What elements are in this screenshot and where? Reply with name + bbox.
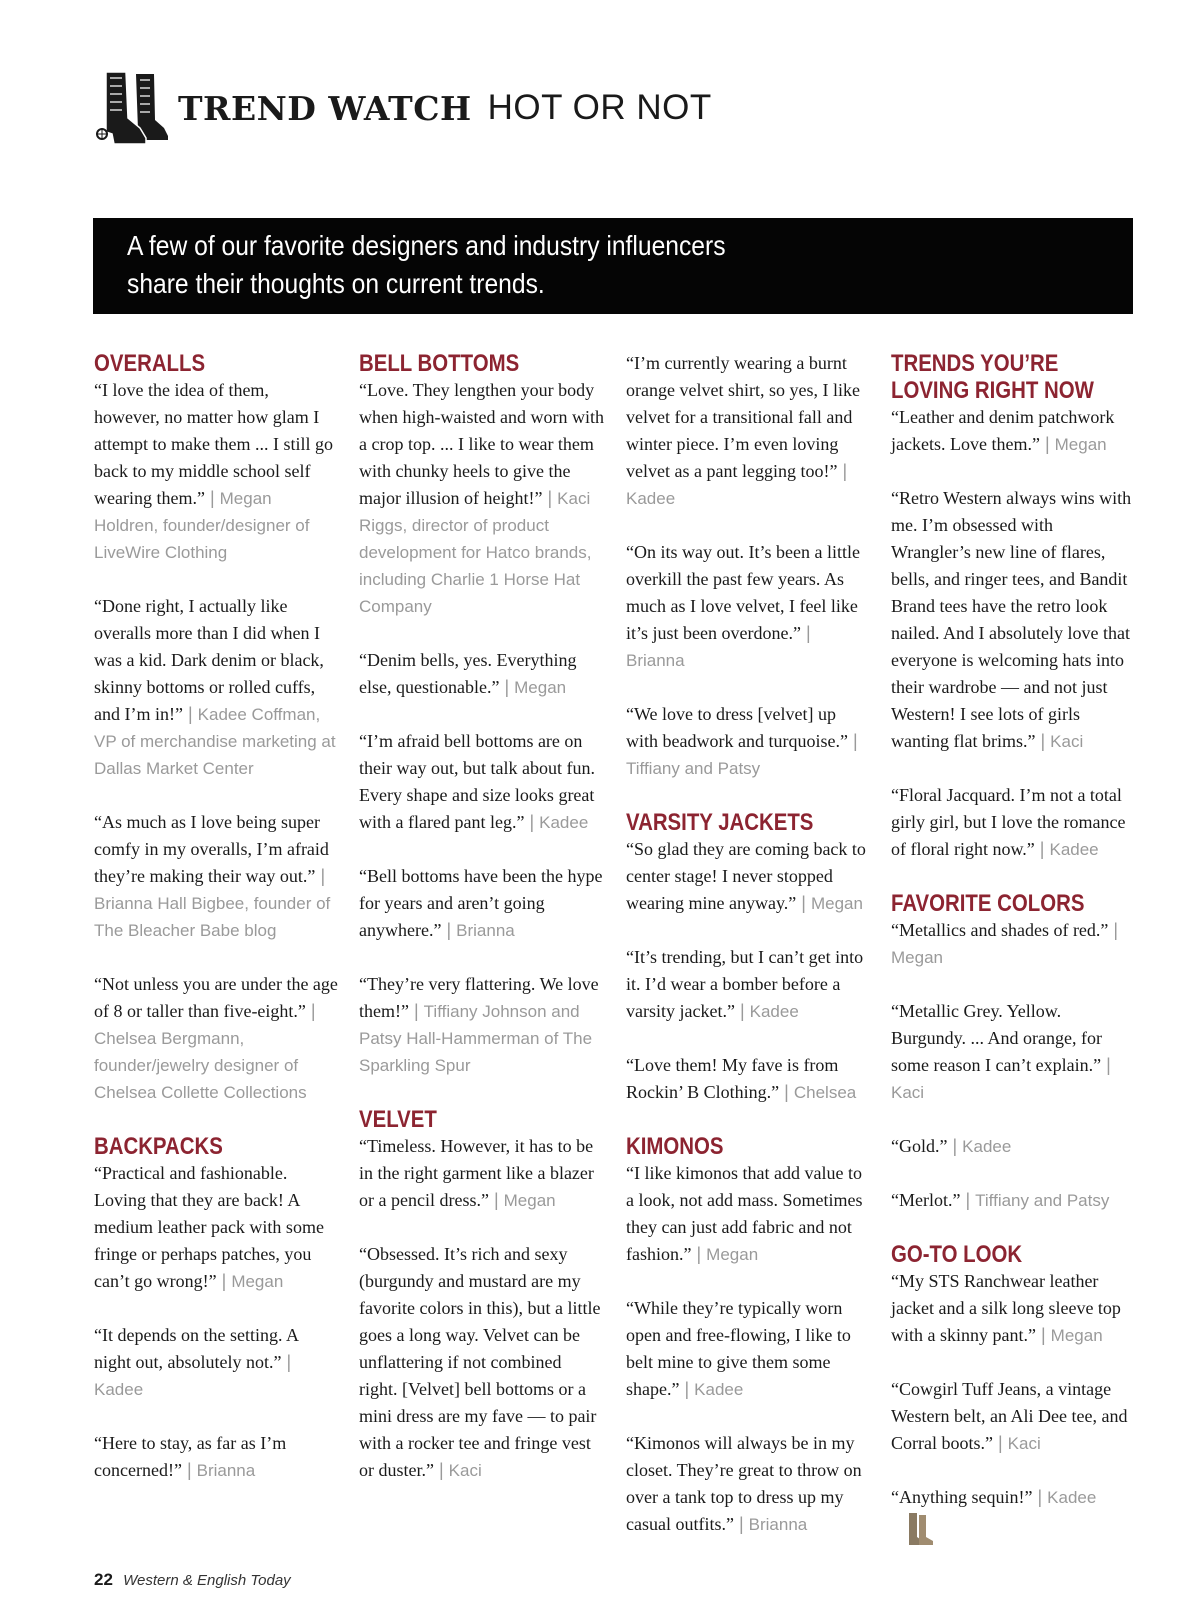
quote	[359, 728, 604, 836]
quote	[891, 1376, 1136, 1457]
section-heading: VELVET	[359, 1106, 437, 1133]
quote	[359, 1133, 604, 1214]
quote	[626, 1430, 871, 1538]
quote-attribution: Kadee	[1047, 1488, 1097, 1507]
attribution-separator: |	[216, 1271, 232, 1291]
quote	[626, 1160, 871, 1268]
quote-text: “Metallic Grey. Yellow. Burgundy. ... And orange, for some reason I can’t explain.”	[891, 1001, 1102, 1075]
attribution-separator: |	[734, 1001, 750, 1021]
quote	[626, 1052, 871, 1106]
quote	[626, 539, 871, 674]
quote-text: “Done right, I actually like overalls more than I did when I was a kid. Dark denim or black, skinny bottoms or rolled cuffs, and I’m in!”	[94, 596, 324, 724]
section-heading: BACKPACKS	[94, 1133, 223, 1160]
quote	[359, 1241, 604, 1484]
quote-attribution: Megan	[514, 678, 567, 697]
quote-attribution: Tiffiany and Patsy	[626, 759, 761, 778]
attribution-separator: |	[182, 704, 198, 724]
quote-text: “Love them! My fave is from Rockin’ B Clothing.”	[626, 1055, 839, 1102]
banner-line-1: A few of our favorite designers and industry influencers	[127, 230, 726, 261]
quote-text: “I love the idea of them, however, no matter how glam I attempt to make them ... I still go back to my middle school self wearing them.”	[94, 380, 333, 508]
quote	[626, 836, 871, 917]
attribution-separator: |	[408, 1001, 424, 1021]
column-1	[94, 350, 339, 1511]
attribution-separator: |	[947, 1136, 963, 1156]
quote	[94, 593, 339, 782]
attribution-separator: |	[992, 1433, 1008, 1453]
quote-attribution: Kadee	[626, 489, 676, 508]
attribution-separator: |	[837, 461, 848, 481]
quote-attribution: Megan	[503, 1191, 556, 1210]
quote-text: “Love. They lengthen your body when high-waisted and worn with a crop top. ... I like to wear them with chunky heels to give the major illusion of height!”	[359, 380, 604, 508]
quote-text: “I’m afraid bell bottoms are on their way out, but talk about fun. Every shape and size looks great with a flared pant leg.”	[359, 731, 595, 832]
page-subtitle: HOT OR NOT	[487, 88, 712, 127]
quote-attribution: Megan	[891, 948, 943, 967]
column-4	[891, 350, 1136, 1574]
quote-attribution: Kaci	[891, 1083, 925, 1102]
banner-line-2: share their thoughts on current trends.	[127, 268, 545, 299]
quote-attribution: Brianna	[456, 921, 515, 940]
quote-text: “Timeless. However, it has to be in the right garment like a blazer or a pencil dress.”	[359, 1136, 594, 1210]
quote	[891, 998, 1136, 1106]
page-number: 22	[94, 1570, 113, 1589]
quote	[359, 971, 604, 1079]
attribution-separator: |	[1039, 434, 1055, 454]
quote	[359, 863, 604, 944]
section-heading: BELL BOTTOMS	[359, 350, 520, 377]
attribution-separator: |	[1108, 920, 1119, 940]
quote-text: “Bell bottoms have been the hype for years and aren’t going anywhere.”	[359, 866, 603, 940]
attribution-separator: |	[281, 1352, 292, 1372]
quote-text: “On its way out. It’s been a little overkill the past few years. As much as I love velvet, I feel like it’s just been overdone.”	[626, 542, 860, 643]
quote-attribution: Brianna	[626, 651, 685, 670]
quote-attribution: Kadee	[962, 1137, 1012, 1156]
cowboy-boots-icon	[92, 68, 172, 148]
quote-text: “I’m currently wearing a burnt orange velvet shirt, so yes, I like velvet for a transitional fall and winter piece. I’m even loving velvet as a pant legging too!”	[626, 353, 860, 481]
quote-attribution: Chelsea	[793, 1083, 857, 1102]
quote	[891, 1133, 1136, 1160]
small-boots-icon	[901, 1511, 937, 1547]
quote-attribution: Megan	[706, 1245, 759, 1264]
quote-text: “Cowgirl Tuff Jeans, a vintage Western belt, an Ali Dee tee, and Corral boots.”	[891, 1379, 1128, 1453]
attribution-separator: |	[1034, 839, 1050, 859]
quote-attribution: Brianna	[748, 1515, 808, 1534]
quote	[626, 1295, 871, 1403]
publication-name: Western & English Today	[123, 1572, 291, 1589]
attribution-separator: |	[796, 893, 811, 913]
quote-text: “They’re very flattering. We love them!”	[359, 974, 599, 1021]
quote-attribution: Kaci	[448, 1461, 482, 1480]
quote-text: “Denim bells, yes. Everything else, questionable.”	[359, 650, 577, 697]
section-heading: OVERALLS	[94, 350, 206, 377]
section-heading: VARSITY JACKETS	[626, 809, 814, 836]
page-footer	[94, 1570, 291, 1590]
quote-attribution: Kadee	[694, 1380, 744, 1399]
attribution-separator: |	[524, 812, 540, 832]
quote-attribution: Kaci	[1007, 1434, 1041, 1453]
intro-banner	[93, 218, 1133, 314]
attribution-separator: |	[1101, 1055, 1111, 1075]
quote	[359, 377, 604, 620]
quote	[626, 701, 871, 782]
quote-attribution: Chelsea Bergmann, founder/jewelry designer of Chelsea Collette Collections	[94, 1029, 307, 1102]
attribution-separator: |	[204, 488, 220, 508]
quote-text: “Anything sequin!”	[891, 1487, 1033, 1507]
quote	[359, 647, 604, 701]
attribution-separator: |	[1035, 1325, 1051, 1345]
quote-text: “Gold.”	[891, 1136, 948, 1156]
quote-text: “We love to dress [velvet] up with beadwork and turquoise.”	[626, 704, 848, 751]
attribution-separator: |	[1035, 731, 1051, 751]
quote-text: “Merlot.”	[891, 1190, 961, 1210]
quote-text: “As much as I love being super comfy in my overalls, I’m afraid they’re making their way out.”	[94, 812, 329, 886]
quote	[626, 350, 871, 512]
quote-attribution: Megan	[231, 1272, 284, 1291]
quote	[891, 1187, 1136, 1214]
quote	[891, 1484, 1136, 1547]
attribution-separator: |	[779, 1082, 794, 1102]
quote-attribution: Kaci	[1050, 732, 1084, 751]
attribution-separator: |	[181, 1460, 197, 1480]
quote-text: “Here to stay, as far as I’m concerned!”	[94, 1433, 287, 1480]
quote	[94, 1430, 339, 1484]
quote-attribution: Megan	[1054, 435, 1107, 454]
quote	[94, 1160, 339, 1295]
page-title: TREND WATCH	[178, 88, 472, 128]
quote	[891, 917, 1136, 971]
attribution-separator: |	[499, 677, 515, 697]
quote-text: “While they’re typically worn open and free-flowing, I like to belt mine to give them some shape.”	[626, 1298, 851, 1399]
quote-text: “Retro Western always wins with me. I’m obsessed with Wrangler’s new line of flares, bells, and ringer tees, and Bandit Brand tees have the retro look nailed. And I absolutely love that everyone is welcoming hats into their wardrobe — and not just Western! I see lots of girls wanting flat brims.”	[891, 488, 1132, 751]
section-heading: TRENDS YOU’RE	[891, 350, 1059, 377]
section-heading: FAVORITE COLORS	[891, 890, 1085, 917]
quote	[891, 1268, 1136, 1349]
quote-attribution: Brianna Hall Bigbee, founder of The Bleacher Babe blog	[94, 894, 331, 940]
page-header	[92, 68, 712, 148]
attribution-separator: |	[691, 1244, 707, 1264]
quote-text: “Kimonos will always be in my closet. They’re great to throw on over a tank top to dress up my casual outfits.”	[626, 1433, 862, 1534]
article-columns	[0, 350, 1200, 1534]
quote-attribution: Kadee	[94, 1380, 144, 1399]
quote-attribution: Tiffiany Johnson and Patsy Hall-Hammerman of The Sparkling Spur	[359, 1002, 593, 1075]
section-heading: LOVING RIGHT NOW	[891, 377, 1094, 404]
quote-text: “Obsessed. It’s rich and sexy (burgundy and mustard are my favorite colors in this), but a little goes a long way. Velvet can be unflattering if not combined right. [Velvet] bell bottoms or a mini dress are my fave — to pair with a rocker tee and fringe vest or duster.”	[359, 1244, 601, 1480]
quote	[891, 404, 1136, 458]
quote-attribution: Megan	[810, 894, 863, 913]
quote	[891, 485, 1136, 755]
quote	[94, 377, 339, 566]
quote-attribution: Megan	[1050, 1326, 1103, 1345]
attribution-separator: |	[542, 488, 558, 508]
attribution-separator: |	[433, 1460, 449, 1480]
column-2	[359, 350, 604, 1511]
quote-attribution: Kadee Coffman, VP of merchandise marketing at Dallas Market Center	[94, 705, 336, 778]
quote	[94, 971, 339, 1106]
quote	[891, 782, 1136, 863]
quote-text: “Practical and fashionable. Loving that they are back! A medium leather pack with some fringe or perhaps patches, you can’t go wrong!”	[94, 1163, 324, 1291]
section-heading: GO-TO LOOK	[891, 1241, 1023, 1268]
quote-text: “Metallics and shades of red.”	[891, 920, 1109, 940]
quote-text: “My STS Ranchwear leather jacket and a silk long sleeve top with a skinny pant.”	[891, 1271, 1121, 1345]
attribution-separator: |	[1032, 1487, 1048, 1507]
quote-attribution: Brianna	[196, 1461, 256, 1480]
quote-text: “Floral Jacquard. I’m not a total girly girl, but I love the romance of floral right now.”	[891, 785, 1126, 859]
quote-text: “I like kimonos that add value to a look, not add mass. Sometimes they can just add fabric and not fashion.”	[626, 1163, 863, 1264]
quote	[626, 944, 871, 1025]
quote-text: “It depends on the setting. A night out, absolutely not.”	[94, 1325, 298, 1372]
attribution-separator: |	[800, 623, 811, 643]
quote-attribution: Tiffiany and Patsy	[975, 1191, 1110, 1210]
quote-text: “So glad they are coming back to center stage! I never stopped wearing mine anyway.”	[626, 839, 866, 913]
attribution-separator: |	[441, 920, 457, 940]
attribution-separator: |	[847, 731, 858, 751]
quote	[94, 1322, 339, 1403]
section-heading: KIMONOS	[626, 1133, 724, 1160]
quote-text: “It’s trending, but I can’t get into it. I’d wear a bomber before a varsity jacket.”	[626, 947, 864, 1021]
attribution-separator: |	[305, 1001, 316, 1021]
quote-text: “Not unless you are under the age of 8 or taller than five-eight.”	[94, 974, 338, 1021]
quote-attribution: Kadee	[749, 1002, 799, 1021]
attribution-separator: |	[960, 1190, 976, 1210]
attribution-separator: |	[488, 1190, 504, 1210]
quote-attribution: Kadee	[539, 813, 589, 832]
quote-attribution: Megan Holdren, founder/designer of LiveWire Clothing	[94, 489, 310, 562]
attribution-separator: |	[315, 866, 326, 886]
column-3	[626, 350, 871, 1565]
quote	[94, 809, 339, 944]
quote-attribution: Kadee	[1049, 840, 1099, 859]
quote-text: “Leather and denim patchwork jackets. Love them.”	[891, 407, 1115, 454]
quote-attribution: Kaci Riggs, director of product development for Hatco brands, including Charlie 1 Horse Hat Company	[359, 489, 592, 616]
attribution-separator: |	[733, 1514, 749, 1534]
attribution-separator: |	[679, 1379, 695, 1399]
